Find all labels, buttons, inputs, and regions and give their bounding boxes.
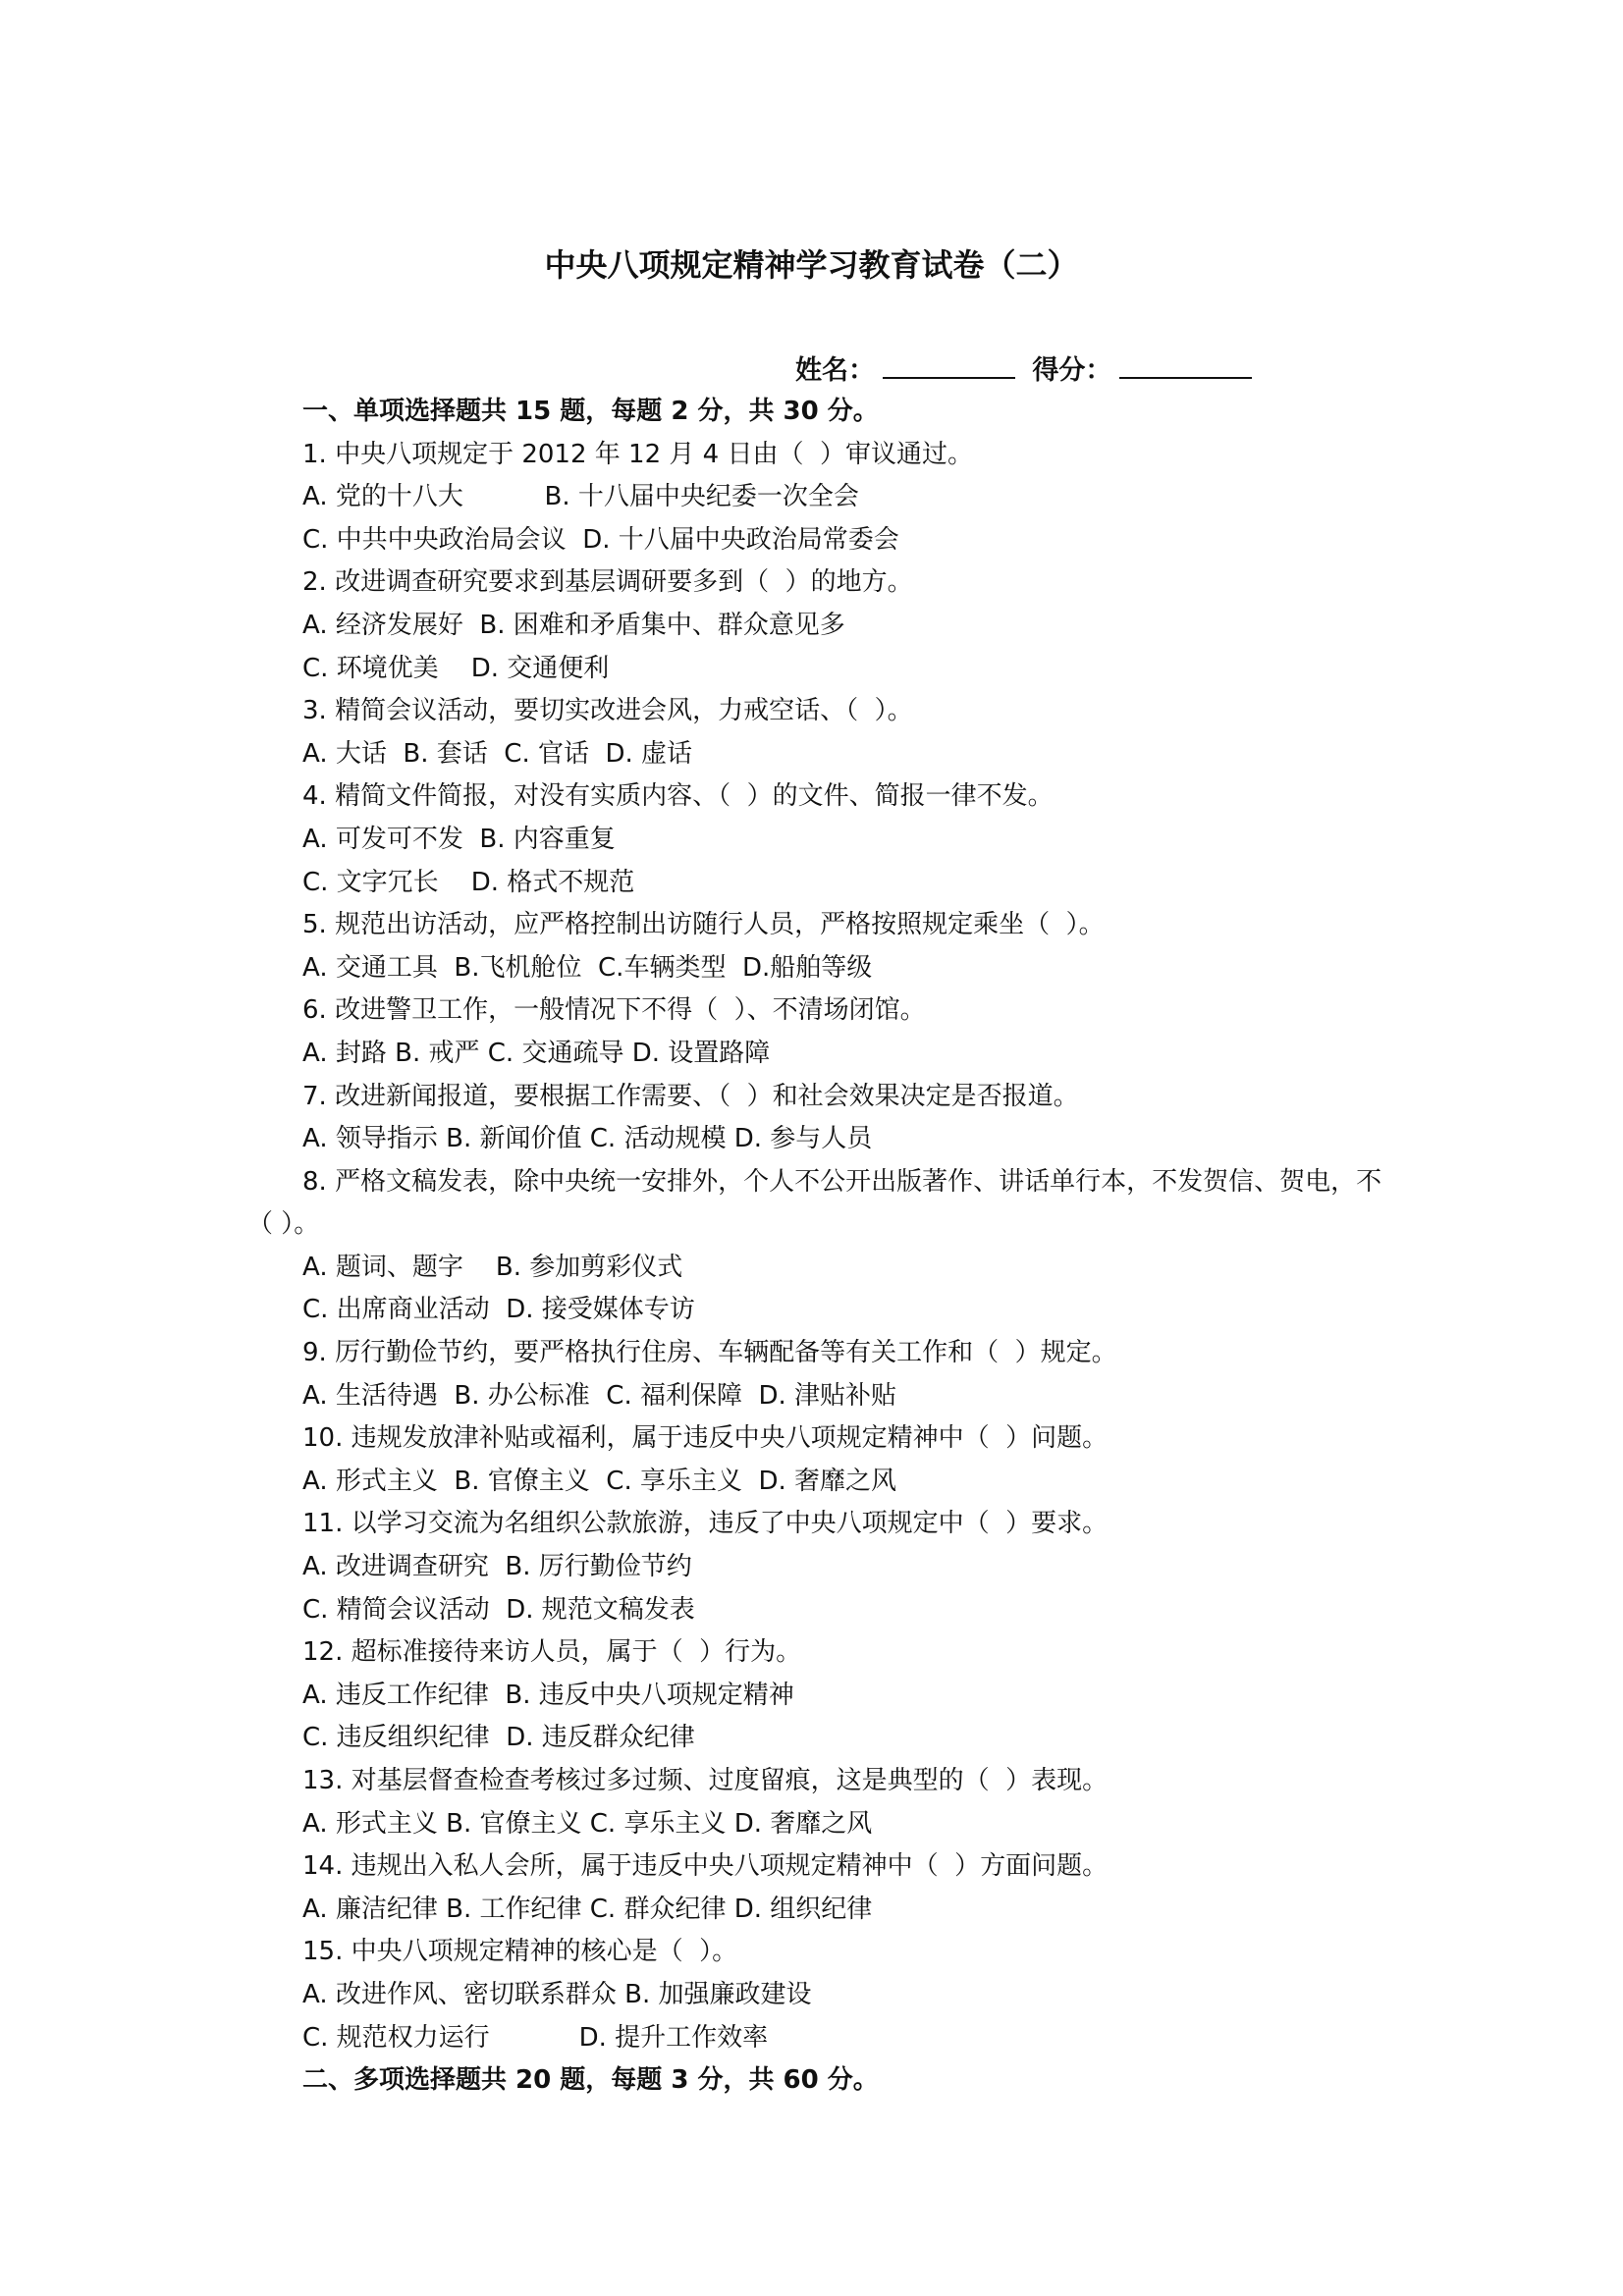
question-line: 15. 中央八项规定精神的核心是（ ）。 — [302, 1937, 738, 1967]
answer-options: A. 形式主义 B. 官僚主义 C. 享乐主义 D. 奢靡之风 — [302, 1466, 897, 1496]
answer-options: A. 大话 B. 套话 C. 官话 D. 虚话 — [302, 738, 693, 769]
question-line: 5. 规范出访活动，应严格控制出访随行人员，严格按照规定乘坐（ ）。 — [302, 910, 1105, 940]
answer-options: C. 中共中央政治局会议 D. 十八届中央政治局常委会 — [302, 524, 899, 555]
answer-options: C. 出席商业活动 D. 接受媒体专访 — [302, 1295, 695, 1325]
question-line: 11. 以学习交流为名组织公款旅游，违反了中央八项规定中（ ）要求。 — [302, 1509, 1109, 1539]
score-blank[interactable] — [1119, 351, 1252, 379]
question-line: 1. 中央八项规定于 2012 年 12 月 4 日由（ ）审议通过。 — [302, 439, 973, 469]
question-line: 3. 精简会议活动，要切实改进会风，力戒空话、（ ）。 — [302, 696, 913, 726]
answer-options: A. 形式主义 B. 官僚主义 C. 享乐主义 D. 奢靡之风 — [302, 1808, 873, 1839]
exam-body — [247, 391, 1386, 2103]
question-line: 10. 违规发放津补贴或福利，属于违反中央八项规定精神中（ ）问题。 — [302, 1423, 1109, 1454]
question-line: 14. 违规出入私人会所，属于违反中央八项规定精神中（ ）方面问题。 — [302, 1851, 1109, 1882]
question-line: 12. 超标准接待来访人员，属于（ ）行为。 — [302, 1637, 802, 1668]
name-blank[interactable] — [883, 351, 1015, 379]
answer-options: C. 环境优美 D. 交通便利 — [302, 653, 610, 683]
answer-options: C. 违反组织纪律 D. 违反群众纪律 — [302, 1723, 695, 1753]
questions-1-7 — [247, 434, 1386, 1161]
answer-options: A. 领导指示 B. 新闻价值 C. 活动规模 D. 参与人员 — [302, 1124, 873, 1154]
question-line: 7. 改进新闻报道，要根据工作需要、（ ）和社会效果决定是否报道。 — [302, 1081, 1079, 1111]
section-heading: 一、单项选择题共 15 题，每题 2 分，共 30 分。 — [302, 397, 879, 426]
question-line: 13. 对基层督查检查考核过多过频、过度留痕，这是典型的（ ）表现。 — [302, 1766, 1109, 1795]
questions-8-15 — [247, 1247, 1386, 2059]
answer-options: A. 可发可不发 B. 内容重复 — [302, 824, 616, 854]
question-8: 8. 严格文稿发表，除中央统一安排外，个人不公开出版著作、讲话单行本，不发贺信、贺电，不（ ）。 — [247, 1166, 1382, 1240]
answer-options: A. 违反工作纪律 B. 违反中央八项规定精神 — [302, 1680, 794, 1710]
answer-options: A. 党的十八大 B. 十八届中央纪委一次全会 — [302, 482, 859, 512]
name-label: 姓名： — [795, 355, 875, 386]
score-label: 得分： — [1032, 355, 1112, 386]
answer-options: C. 文字冗长 D. 格式不规范 — [302, 867, 635, 897]
answer-options: A. 廉洁纪律 B. 工作纪律 C. 群众纪律 D. 组织纪律 — [302, 1894, 873, 1924]
question-line: 6. 改进警卫工作，一般情况下不得（ ）、不清场闭馆。 — [302, 995, 926, 1026]
answer-options: A. 封路 B. 戒严 C. 交通疏导 D. 设置路障 — [302, 1038, 771, 1068]
answer-options: A. 题词、题字 B. 参加剪彩仪式 — [302, 1252, 683, 1282]
name-score-line — [795, 348, 1260, 387]
answer-options: A. 生活待遇 B. 办公标准 C. 福利保障 D. 津贴补贴 — [302, 1380, 897, 1411]
answer-options: C. 规范权力运行 D. 提升工作效率 — [302, 2022, 769, 2053]
question-line: 4. 精简文件简报，对没有实质内容、（ ）的文件、简报一律不发。 — [302, 781, 1054, 812]
answer-options: A. 交通工具 B.飞机舱位 C.车辆类型 D.船舶等级 — [302, 952, 873, 983]
section-heading: 二、多项选择题共 20 题，每题 3 分，共 60 分。 — [302, 2065, 879, 2096]
answer-options: C. 精简会议活动 D. 规范文稿发表 — [302, 1594, 695, 1625]
page-title: 中央八项规定精神学习教育试卷（二） — [544, 246, 1079, 284]
question-line: 2. 改进调查研究要求到基层调研要多到（ ）的地方。 — [302, 567, 913, 598]
answer-options: A. 改进作风、密切联系群众 B. 加强廉政建设 — [302, 1979, 812, 2009]
question-line: 9. 厉行勤俭节约，要严格执行住房、车辆配备等有关工作和（ ）规定。 — [302, 1338, 1117, 1368]
answer-options: A. 改进调查研究 B. 厉行勤俭节约 — [302, 1552, 692, 1582]
answer-options: A. 经济发展好 B. 困难和矛盾集中、群众意见多 — [302, 610, 845, 640]
